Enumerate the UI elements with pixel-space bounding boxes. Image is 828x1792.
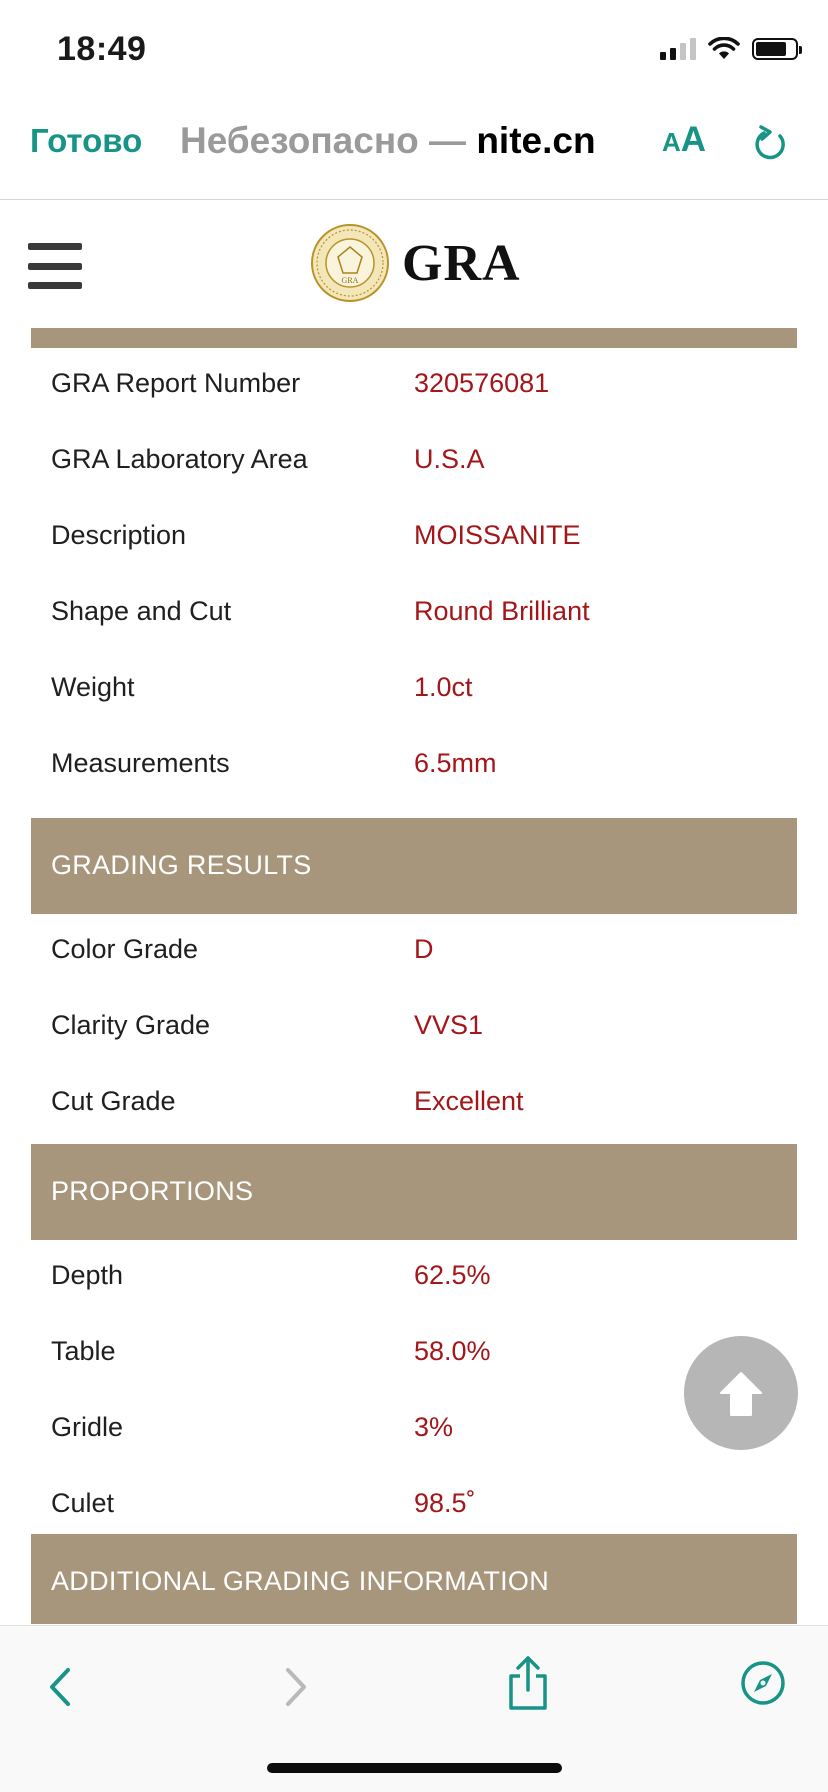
section-header-band [31, 328, 797, 348]
row-label: Culet [51, 1488, 115, 1518]
row-value: Excellent [414, 1086, 524, 1116]
scroll-to-top-button[interactable] [684, 1336, 798, 1450]
svg-text:GRA: GRA [341, 276, 359, 285]
wifi-icon [708, 37, 740, 61]
report-row [31, 652, 797, 728]
section-header-additional-grading [31, 1534, 797, 1624]
report-row [31, 914, 797, 990]
row-label: Table [51, 1336, 116, 1366]
status-time: 18:49 [57, 30, 147, 68]
row-value: D [414, 934, 434, 964]
section-title: ADDITIONAL GRADING INFORMATION [51, 1566, 550, 1596]
logo-text: GRA [402, 234, 521, 292]
forward-arrow-icon[interactable] [276, 1662, 316, 1712]
row-label: Color Grade [51, 934, 199, 964]
status-icons [660, 34, 798, 64]
text-size-small-label: A [662, 127, 681, 157]
row-value: 98.5˚ [414, 1488, 476, 1518]
report-row [31, 990, 797, 1066]
text-size-button[interactable] [662, 120, 706, 160]
section-header-grading-results [31, 818, 797, 914]
compass-icon[interactable] [738, 1658, 788, 1708]
report-row [31, 728, 797, 804]
back-arrow-icon[interactable] [40, 1662, 80, 1712]
row-label: Shape and Cut [51, 596, 232, 626]
row-value: U.S.A [414, 444, 485, 474]
report-row [31, 1240, 797, 1316]
report-row [31, 500, 797, 576]
row-value: 62.5% [414, 1260, 491, 1290]
site-header [0, 201, 828, 327]
row-value: Round Brilliant [414, 596, 590, 626]
section-title: PROPORTIONS [51, 1176, 254, 1206]
row-label: Measurements [51, 748, 230, 778]
share-icon[interactable] [504, 1654, 552, 1712]
row-label: Weight [51, 672, 135, 702]
report-row [31, 1316, 797, 1392]
site-logo[interactable] [310, 223, 521, 303]
report-content [31, 328, 797, 1624]
battery-icon [752, 38, 798, 60]
row-label: Gridle [51, 1412, 124, 1442]
row-value: 6.5mm [414, 748, 497, 778]
arrow-up-icon [713, 1365, 769, 1421]
home-indicator [267, 1763, 562, 1773]
browser-address-bar [0, 92, 828, 200]
row-label: GRA Report Number [51, 368, 301, 398]
report-row [31, 348, 797, 424]
section-title: GRADING RESULTS [51, 850, 312, 880]
text-size-big-label: A [680, 120, 707, 159]
row-label: Depth [51, 1260, 124, 1290]
report-row [31, 1392, 797, 1468]
report-row [31, 1468, 797, 1544]
cellular-signal-icon [660, 38, 696, 60]
url-domain: nite.cn [476, 120, 596, 161]
report-row [31, 424, 797, 500]
row-label: Description [51, 520, 187, 550]
row-value: 1.0ct [414, 672, 473, 702]
row-value: 58.0% [414, 1336, 491, 1366]
section-header-proportions [31, 1144, 797, 1240]
row-label: Cut Grade [51, 1086, 176, 1116]
row-value: 3% [414, 1412, 454, 1442]
row-value: MOISSANITE [414, 520, 581, 550]
row-value: VVS1 [414, 1010, 484, 1040]
url-field[interactable] [180, 120, 628, 162]
reload-icon[interactable] [750, 122, 790, 166]
url-security-warning: Небезопасно — [180, 120, 477, 161]
row-label: Clarity Grade [51, 1010, 211, 1040]
report-row [31, 576, 797, 652]
done-button[interactable]: Готово [30, 122, 143, 159]
report-row [31, 1066, 797, 1142]
row-value: 320576081 [414, 368, 550, 398]
gra-seal-icon [310, 223, 390, 303]
hamburger-menu-icon[interactable] [28, 243, 82, 289]
row-label: GRA Laboratory Area [51, 444, 308, 474]
